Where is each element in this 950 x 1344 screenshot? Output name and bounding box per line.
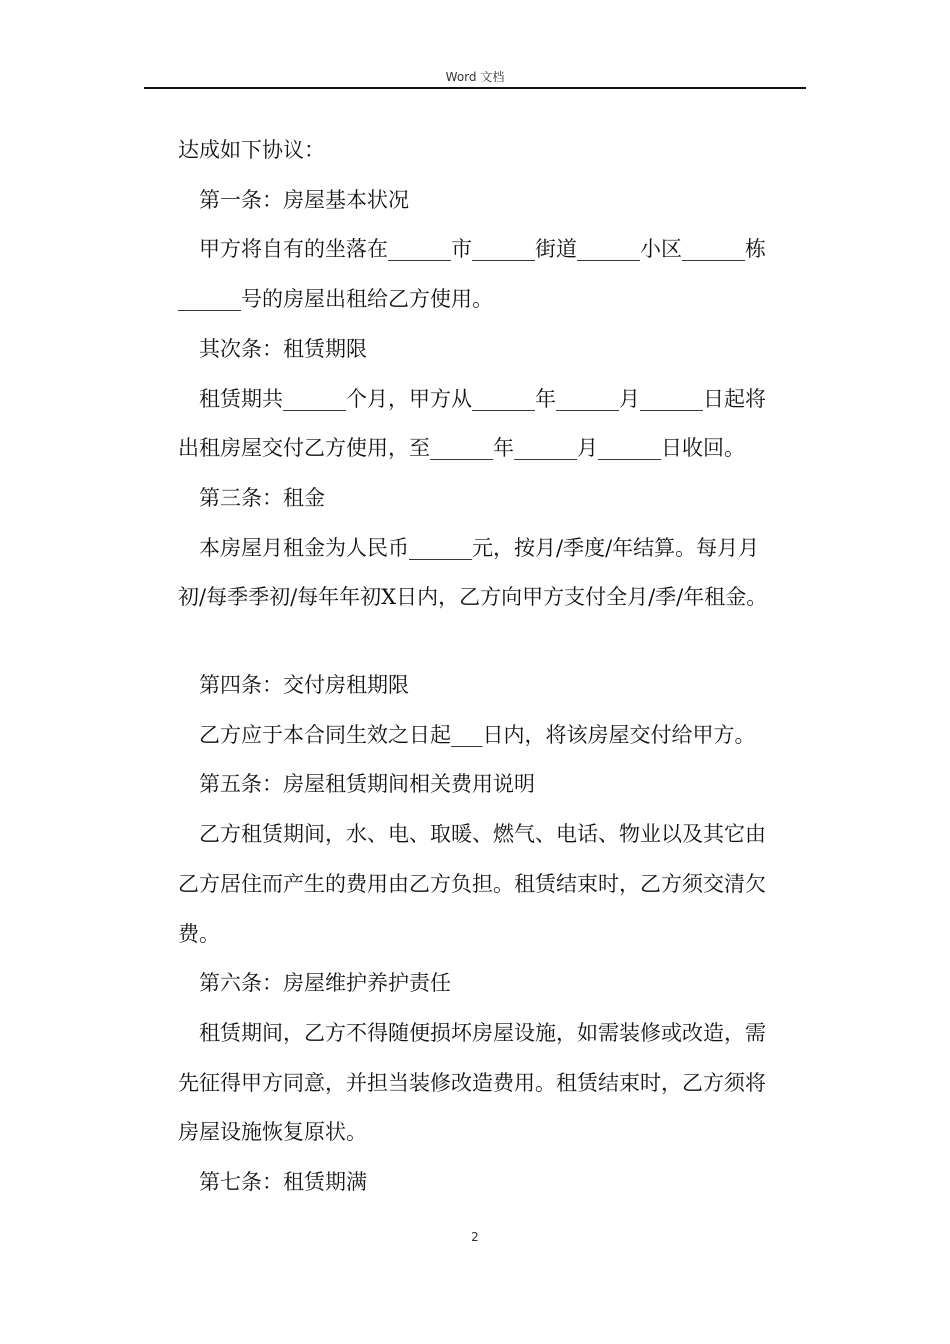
document-body <box>178 126 778 1208</box>
paragraph-line: 初/每季季初/每年年初Ⅹ日内，乙方向甲方支付全月/季/年租金。 <box>178 585 768 610</box>
paragraph-line: 房屋设施恢复原状。 <box>178 1120 367 1145</box>
article-heading: 第一条：房屋基本状况 <box>199 187 409 212</box>
header-title: Word 文档 <box>445 70 505 84</box>
blank-gap <box>178 623 778 661</box>
article-heading: 其次条：租赁期限 <box>199 336 367 361</box>
paragraph-line: 费。 <box>178 921 220 946</box>
paragraph-line: 先征得甲方同意，并担当装修改造费用。租赁结束时，乙方须将 <box>178 1070 766 1095</box>
article-heading: 第六条：房屋维护养护责任 <box>199 971 451 996</box>
paragraph-line: 租赁期间，乙方不得随便损坏房屋设施，如需装修或改造，需 <box>199 1020 766 1045</box>
article-heading: 第五条：房屋租赁期间相关费用说明 <box>199 772 535 797</box>
article-heading: 第四条：交付房租期限 <box>199 673 409 698</box>
paragraph-line: 出租房屋交付乙方使用，至______年______月______日收回。 <box>178 436 745 461</box>
paragraph-line: 达成如下协议： <box>178 138 325 162</box>
header-divider <box>144 87 806 89</box>
paragraph-line: 乙方居住而产生的费用由乙方负担。租赁结束时，乙方须交清欠 <box>178 871 766 896</box>
page-number: 2 <box>471 1230 479 1244</box>
article-heading: 第三条：租金 <box>199 485 325 510</box>
paragraph-line: 乙方应于本合同生效之日起___日内，将该房屋交付给甲方。 <box>199 722 756 747</box>
paragraph-line: 本房屋月租金为人民币______元，按月/季度/年结算。每月月 <box>199 535 760 560</box>
paragraph-line: 甲方将自有的坐落在______市______街道______小区______栋 <box>199 237 766 262</box>
paragraph-line: 乙方租赁期间，水、电、取暖、燃气、电话、物业以及其它由 <box>199 822 766 847</box>
article-heading: 第七条：租赁期满 <box>199 1170 367 1195</box>
paragraph-line: ______号的房屋出租给乙方使用。 <box>178 287 493 312</box>
paragraph-line: 租赁期共______个月，甲方从______年______月______日起将 <box>199 386 766 411</box>
